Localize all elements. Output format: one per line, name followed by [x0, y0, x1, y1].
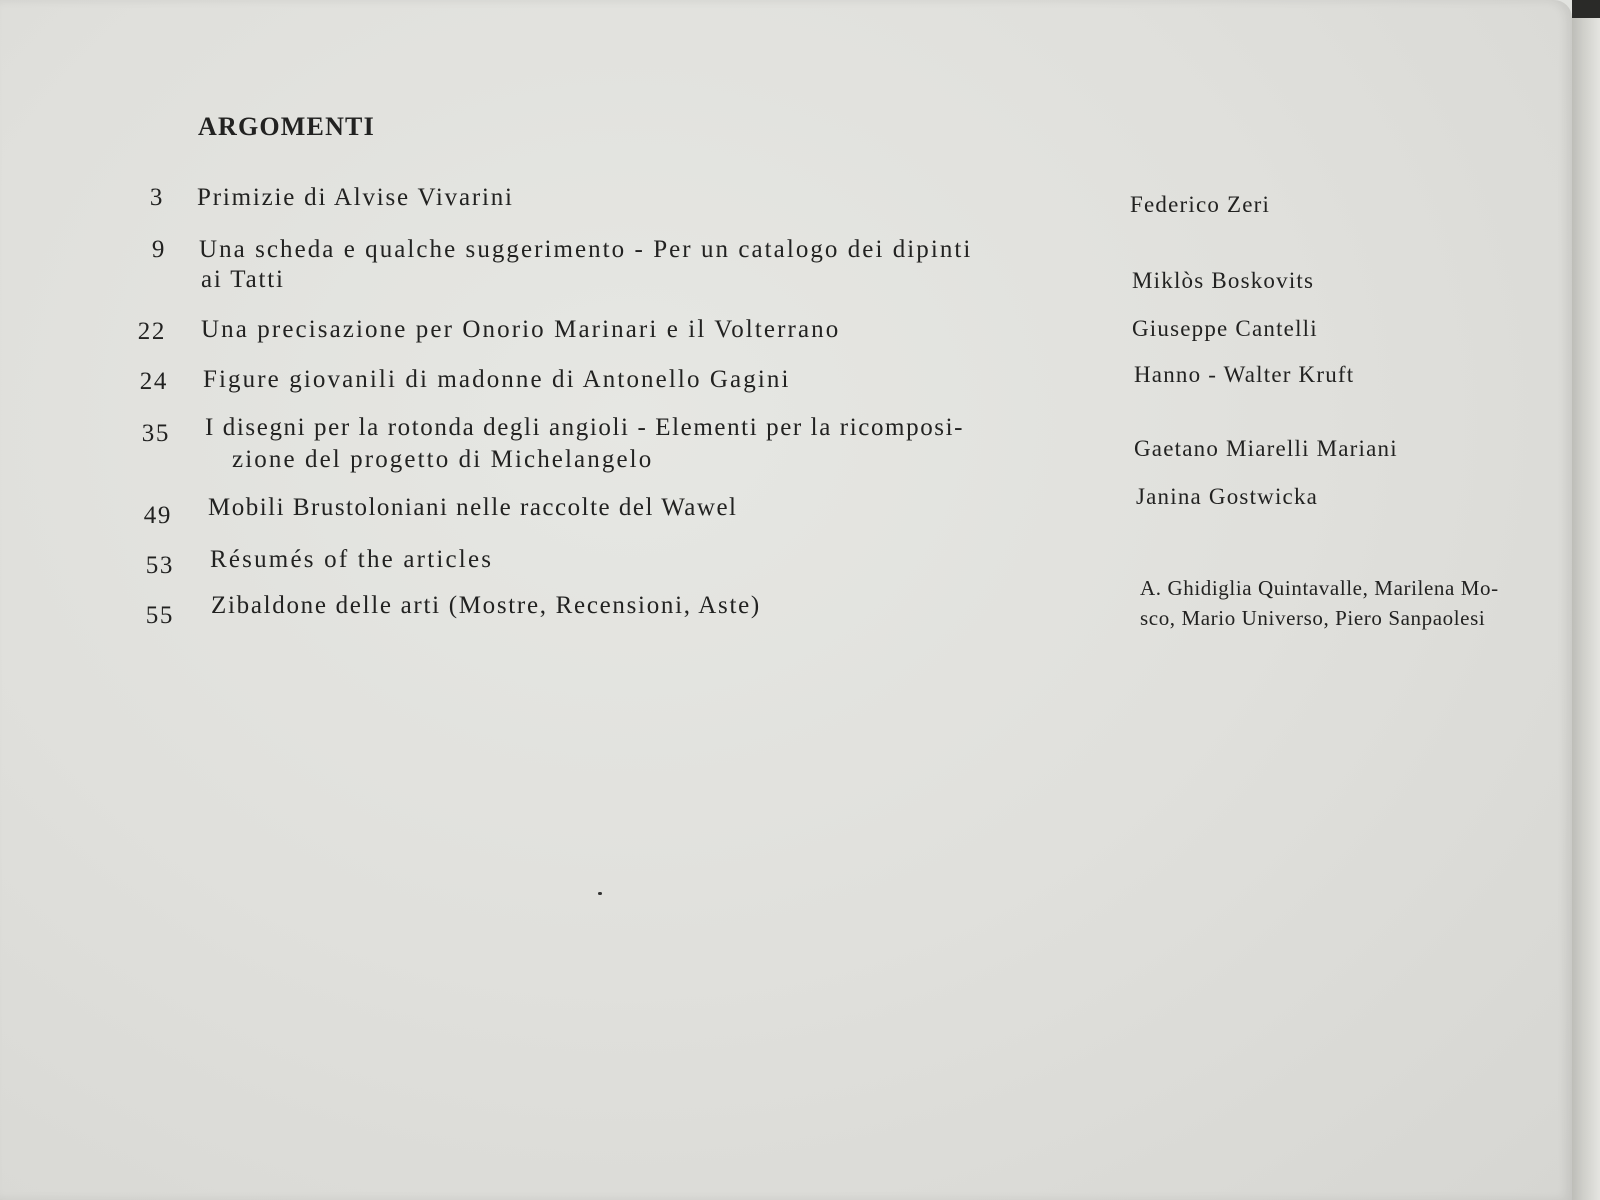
page-heading: ARGOMENTI	[198, 112, 375, 141]
entry-title: Una scheda e qualche suggerimento - Per un catalogo dei dipinti	[199, 236, 973, 263]
entry-author-continuation: sco, Mario Universo, Piero Sanpaolesi	[1140, 606, 1486, 630]
entry-author: Federico Zeri	[1130, 192, 1271, 217]
entry-page-number: 24	[139, 368, 168, 395]
entry-title: Primizie di Alvise Vivarini	[197, 184, 514, 211]
entry-title: Una precisazione per Onorio Marinari e il Volterrano	[201, 316, 841, 343]
entry-page-number: 55	[145, 602, 174, 629]
entry-title: Mobili Brustoloniani nelle raccolte del Wawel	[208, 494, 738, 521]
entry-page-number: 49	[143, 502, 172, 529]
entry-author: Miklòs Boskovits	[1132, 268, 1315, 293]
entry-title: Figure giovanili di madonne di Antonello Gagini	[203, 366, 791, 393]
entry-page-number: 9	[151, 236, 166, 263]
entry-title: Résumés of the articles	[210, 546, 494, 573]
entry-author: Janina Gostwicka	[1136, 484, 1319, 509]
entry-title-continuation: zione del progetto di Michelangelo	[232, 446, 654, 473]
entry-page-number: 3	[149, 184, 164, 211]
entry-author: Hanno - Walter Kruft	[1134, 362, 1355, 387]
entry-title: I disegni per la rotonda degli angioli - Elementi per la ricomposi-	[205, 414, 965, 441]
ink-speck	[598, 892, 602, 895]
entry-author: Giuseppe Cantelli	[1132, 316, 1318, 341]
entry-page-number: 53	[145, 552, 174, 579]
entry-title: Zibaldone delle arti (Mostre, Recensioni, Aste)	[211, 592, 761, 619]
entry-page-number: 22	[137, 318, 166, 345]
page-edge	[1572, 18, 1600, 1200]
entry-title-continuation: ai Tatti	[201, 266, 285, 293]
entry-author: Gaetano Miarelli Mariani	[1134, 436, 1398, 461]
entry-author: A. Ghidiglia Quintavalle, Marilena Mo-	[1140, 576, 1499, 600]
entry-page-number: 35	[141, 420, 170, 447]
